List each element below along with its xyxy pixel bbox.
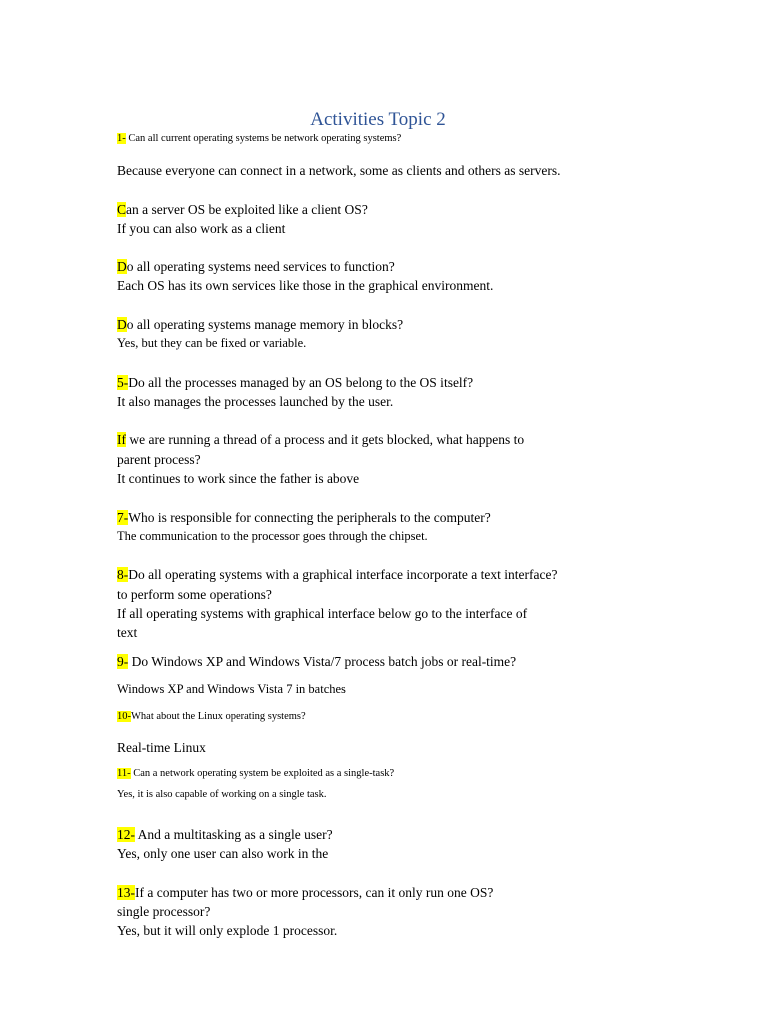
question-2 [117, 202, 368, 218]
answer-10: Real-time Linux [117, 740, 206, 755]
question-9 [117, 654, 516, 670]
question-5 [117, 375, 473, 391]
answer-12: Yes, only one user can also work in the [117, 846, 329, 861]
question-11 [117, 768, 394, 779]
answer-9: Windows XP and Windows Vista 7 in batches [117, 682, 346, 696]
question-highlight: 1- [117, 133, 126, 144]
question-8-continued: to perform some operations? [117, 587, 272, 602]
question-13-continued: single processor? [117, 904, 211, 919]
question-10 [117, 711, 306, 722]
question-text: o all operating systems need services to function? [126, 259, 395, 274]
question-highlight: 10- [117, 711, 131, 722]
question-text: Can all current operating systems be network operating systems? [125, 133, 402, 144]
question-text: If a computer has two or more processors, can it only run one OS? [135, 885, 494, 900]
question-text: Who is responsible for connecting the peripherals to the computer? [128, 510, 491, 525]
question-6 [117, 432, 524, 448]
question-1 [117, 133, 401, 144]
question-highlight: D [117, 317, 127, 332]
answer-5: It also manages the processes launched by the user. [117, 394, 394, 409]
answer-6: It continues to work since the father is above [117, 471, 360, 486]
question-text: And a multitasking as a single user? [135, 827, 333, 842]
question-text: Do Windows XP and Windows Vista/7 process batch jobs or real-time? [128, 654, 517, 669]
question-highlight: 9- [117, 654, 129, 669]
question-highlight: 8- [117, 567, 129, 582]
answer-8-continued: text [117, 625, 138, 640]
question-13 [117, 885, 493, 901]
question-highlight: 12- [117, 827, 135, 842]
answer-3: Each OS has its own services like those in the graphical environment. [117, 278, 494, 293]
page-title: Activities Topic 2 [310, 109, 446, 130]
question-text: an a server OS be exploited like a client OS? [126, 202, 368, 217]
answer-4: Yes, but they can be fixed or variable. [117, 336, 307, 350]
answer-11: Yes, it is also capable of working on a single task. [117, 789, 327, 800]
question-text: Can a network operating system be exploited as a single-task? [130, 768, 395, 779]
question-8 [117, 567, 557, 583]
answer-2: If you can also work as a client [117, 221, 286, 236]
question-highlight: 7- [117, 510, 129, 525]
question-text: Do all operating systems with a graphical interface incorporate a text interface? [128, 567, 558, 582]
question-highlight: If [117, 432, 126, 447]
question-highlight: 13- [117, 885, 135, 900]
question-6-continued: parent process? [117, 452, 201, 467]
question-text: What about the Linux operating systems? [131, 711, 306, 722]
question-4 [117, 317, 403, 333]
answer-8: If all operating systems with graphical interface below go to the interface of [117, 606, 528, 621]
question-text: Do all the processes managed by an OS belong to the OS itself? [128, 375, 474, 390]
question-highlight: C [117, 202, 127, 217]
question-7 [117, 510, 491, 526]
answer-1: Because everyone can connect in a network, some as clients and others as servers. [117, 163, 561, 178]
question-12 [117, 827, 333, 843]
question-highlight: 11- [117, 768, 131, 779]
answer-13: Yes, but it will only explode 1 processor. [117, 923, 338, 938]
question-3 [117, 259, 395, 275]
answer-7: The communication to the processor goes through the chipset. [117, 529, 428, 543]
question-highlight: 5- [117, 375, 129, 390]
question-text: we are running a thread of a process and it gets blocked, what happens to [126, 432, 525, 447]
question-text: o all operating systems manage memory in blocks? [126, 317, 404, 332]
question-highlight: D [117, 259, 127, 274]
